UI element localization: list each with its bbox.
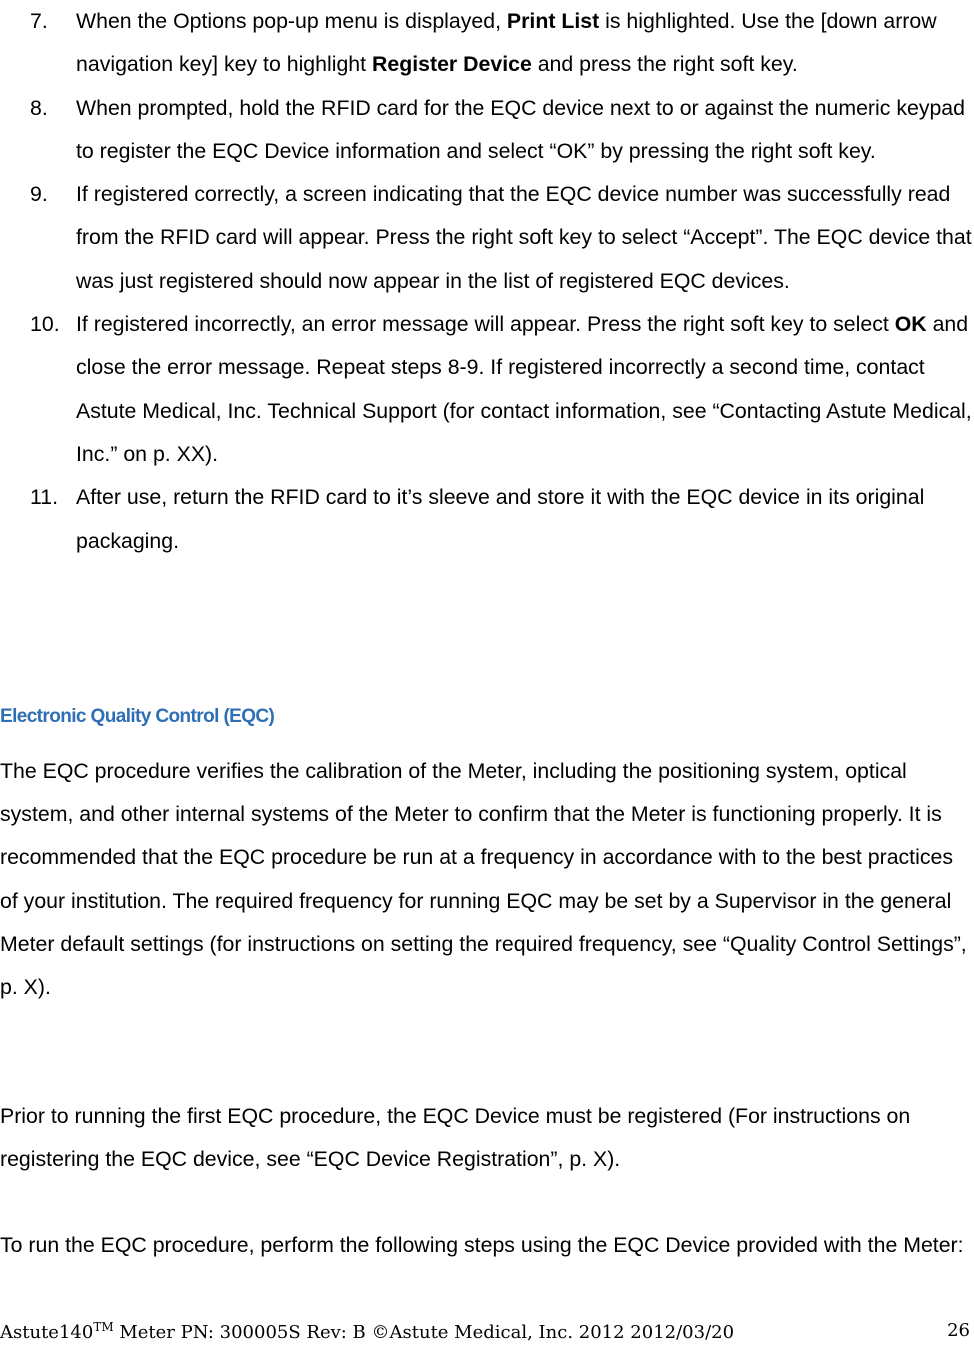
step-number: 11. xyxy=(30,485,59,510)
paragraph-procedure-intro: To run the EQC procedure, perform the following steps using the EQC Device provided with the Meter: xyxy=(0,1233,964,1257)
section-heading: Electronic Quality Control (EQC) xyxy=(0,706,275,727)
step-text: If registered incorrectly, an error message will appear. Press the right soft key to select OK and close the error message. Repeat steps 8-9. If registered incorrectly a second time, contact Astute Medical, Inc. Technical Support (for contact information, see “Contacting Astute Medical, Inc.” on p. XX). xyxy=(76,312,972,466)
list-item xyxy=(30,476,974,563)
step-number: 8. xyxy=(30,95,48,120)
step-number: 10. xyxy=(30,312,60,337)
step-text: If registered correctly, a screen indicating that the EQC device number was successfully read from the RFID card will appear. Press the right soft key to select “Accept”. The EQC device that was just registered should now appear in the list of registered EQC devices. xyxy=(76,182,972,293)
list-item xyxy=(30,173,974,303)
numbered-steps-list xyxy=(30,0,974,563)
step-number: 7. xyxy=(30,9,48,33)
list-item xyxy=(30,87,974,174)
step-text: When the Options pop-up menu is displayed, Print List is highlighted. Use the [down arrow navigation key] key to highlight Register Device and press the right soft key. xyxy=(76,9,937,77)
page-number: 26 xyxy=(947,1320,970,1341)
paragraph-registration-note: Prior to running the first EQC procedure, the EQC Device must be registered (For instructions on registering the EQC device, see “EQC Device Registration”, p. X). xyxy=(0,1104,911,1172)
step-text: When prompted, hold the RFID card for the EQC device next to or against the numeric keypad to register the EQC Device information and select “OK” by pressing the right soft key. xyxy=(76,95,965,163)
list-item xyxy=(30,0,974,87)
step-number: 9. xyxy=(30,182,48,207)
step-text: After use, return the RFID card to it’s sleeve and store it with the EQC device in its original packaging. xyxy=(76,485,925,553)
footer-document-info: Astute140™ Meter PN: 300005S Rev: B ©Astute Medical, Inc. 2012 2012/03/20 xyxy=(0,1320,735,1343)
list-item xyxy=(30,303,974,476)
paragraph-eqc-description: The EQC procedure verifies the calibration of the Meter, including the positioning system, optical system, and other internal systems of the Meter to confirm that the Meter is functioning properly. It is recommended that the EQC procedure be run at a frequency in accordance with to the best practices of your institution. The required frequency for running EQC may be set by a Supervisor in the general Meter default settings (for instructions on setting the required frequency, see “Quality Control Settings”, p. X). xyxy=(0,759,967,1000)
